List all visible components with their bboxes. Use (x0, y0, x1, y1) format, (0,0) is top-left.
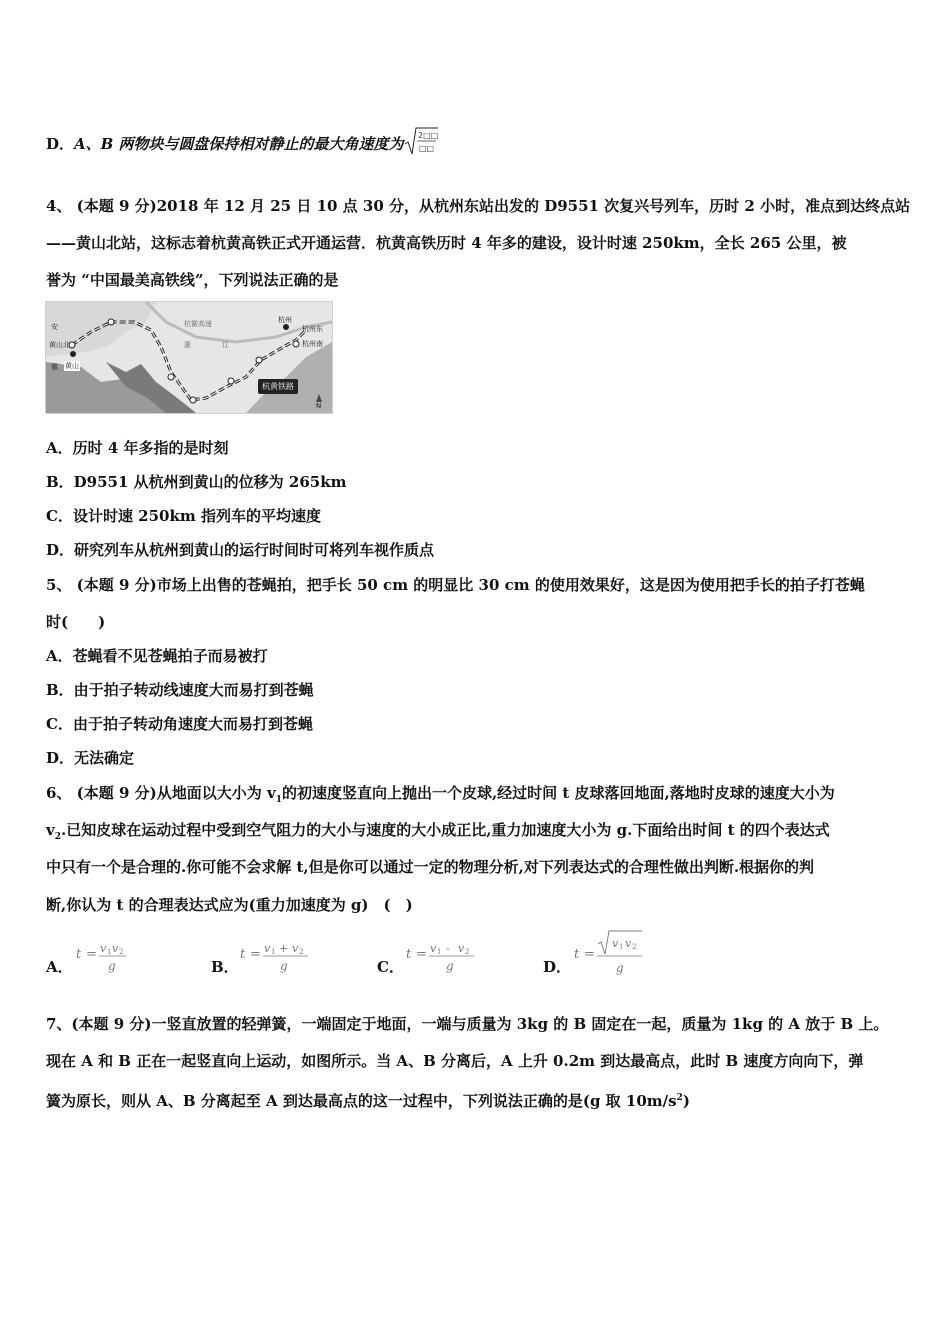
q4-option-a: A．历时 4 年多指的是时刻 (46, 439, 229, 457)
q6-line3: 中只有一个是合理的.你可能不会求解 t,但是你可以通过一定的物理分析,对下列表达式的合理性做出判断.根据你的判 (46, 858, 815, 876)
q6-formula-a-t: t (76, 947, 82, 962)
q6-formula-b-g: g (280, 959, 288, 973)
option-text: A、B 两物块与圆盘保持相对静止的最大角速度为 (74, 135, 404, 153)
map-label-huangshan: 黄山 (65, 362, 79, 370)
q6-formula-a (74, 938, 134, 982)
map-label-highway: 杭徽高速 (184, 320, 212, 328)
q6-formula-d-t: t (574, 947, 580, 962)
q6-formula-d-v1: v (612, 937, 619, 950)
q6-formula-b-v2: v (292, 942, 299, 955)
q6-formula-c-minus: - (446, 942, 450, 955)
q6-option-a-label: A． (46, 958, 73, 976)
q6-formula-d (572, 928, 652, 982)
sqrt-bottom: □□ (418, 144, 434, 153)
map-label-hangzhoudong: 杭州东 (302, 325, 323, 333)
q6-line1-b: 的初速度竖直向上抛出一个皮球,经过时间 t 皮球落回地面,落地时皮球的速度大小为 (281, 784, 835, 802)
q6-formula-c-v2: v (458, 942, 465, 955)
q5-option-a: A．苍蝇看不见苍蝇拍子而易被打 (46, 647, 268, 665)
q6-formula-b-eq: = (250, 947, 261, 962)
map-label-hangzhou: 杭州 (278, 316, 292, 324)
q7-line2: 现在 A 和 B 正在一起竖直向上运动，如图所示。当 A、B 分离后，A 上升 0.2m 到达最高点，此时 B 速度方向向下，弹 (46, 1052, 864, 1070)
q6-formula-c-g: g (446, 959, 454, 973)
q6-formula-b-s2: 2 (299, 948, 304, 956)
q6-formula-a-s2: 2 (119, 948, 124, 956)
q6-option-d-label: D． (543, 958, 572, 976)
q6-formula-d-v2: v (625, 937, 632, 950)
q5-line2: 时( ) (46, 613, 106, 631)
sqrt-top: 2□□ (417, 131, 438, 140)
q6-formula-c-s2: 2 (465, 948, 470, 956)
q6-formula-a-g: g (108, 959, 116, 973)
q4-line1: 4、 (本题 9 分)2018 年 12 月 25 日 10 点 30 分，从杭州东站出发的 D9551 次复兴号列车，历时 2 小时，准点到达终点站 (46, 197, 911, 215)
q6-options (46, 937, 906, 992)
q4-option-c: C．设计时速 250km 指列车的平均速度 (46, 507, 321, 525)
q6-formula-b-v1: v (264, 942, 271, 955)
map-label-an: 安 (51, 323, 58, 331)
q6-line1 (46, 783, 835, 810)
q6-formula-c-eq: = (416, 947, 427, 962)
map-label-zhe: 浙 (184, 341, 191, 349)
q6-formula-b-plus: + (279, 942, 289, 955)
q5-line1: 5、 (本题 9 分)市场上出售的苍蝇拍，把手长 50 cm 的明显比 30 cm 的使用效果好，这是因为使用把手长的拍子打苍蝇 (46, 576, 865, 594)
q6-formula-a-v2: v (112, 942, 119, 955)
q7-sup: 2 (676, 1093, 683, 1103)
q6-formula-b-s1: 1 (271, 948, 276, 956)
q6-formula-c-v1: v (430, 942, 437, 955)
q6-sub-2: 2 (54, 832, 61, 842)
q6-formula-b (238, 938, 318, 982)
q6-line4: 断,你认为 t 的合理表达式应为(重力加速度为 g) ( ) (46, 896, 413, 914)
map-label-hangzhounan: 杭州南 (302, 340, 323, 348)
q6-formula-d-s2: 2 (632, 943, 637, 951)
q6-sub-1: 1 (275, 795, 282, 805)
q6-formula-c-s1: 1 (437, 948, 442, 956)
q6-formula-d-eq: = (584, 947, 595, 962)
q6-line2 (46, 820, 830, 847)
q5-option-c: C．由于拍子转动角速度大而易打到苍蝇 (46, 715, 313, 733)
q4-line2: ——黄山北站，这标志着杭黄高铁正式开通运营．杭黄高铁历时 4 年多的建设，设计时速 250km，全长 265 公里，被 (46, 234, 847, 252)
q6-formula-d-g: g (616, 961, 624, 975)
q6-line2-b: .已知皮球在运动过程中受到空气阻力的大小与速度的大小成正比,重力加速度大小为 g.下面给出时间 t 的四个表达式 (60, 821, 830, 839)
q6-formula-a-eq: = (86, 947, 97, 962)
q6-formula-a-s1: 1 (107, 948, 112, 956)
q5-option-b: B．由于拍子转动线速度大而易打到苍蝇 (46, 681, 314, 699)
sqrt-fraction (404, 127, 438, 155)
q7-line3-a: 簧为原长，则从 A、B 分离起至 A 到达最高点的这一过程中，下列说法正确的是(g 取 10m/s (46, 1092, 677, 1110)
q6-formula-b-t: t (240, 947, 246, 962)
map-label-jiang: 江 (222, 341, 229, 349)
map-label-huangshanbei: 黄山北 (49, 341, 70, 349)
q6-formula-c-t: t (406, 947, 412, 962)
q6-line2-a: v (46, 821, 55, 839)
prev-option-d (46, 127, 438, 155)
q6-formula-d-s1: 1 (619, 943, 624, 951)
q6-formula-c (404, 938, 484, 982)
map-route-tag: 杭黄铁路 (258, 379, 298, 394)
q7-line3 (46, 1088, 690, 1111)
q4-option-d: D．研究列车从杭州到黄山的运行时间时可将列车视作质点 (46, 541, 435, 559)
q6-option-b-label: B． (211, 958, 239, 976)
q5-option-d: D．无法确定 (46, 749, 135, 767)
q4-option-b: B．D9551 从杭州到黄山的位移为 265km (46, 473, 347, 491)
map-north-label: N (316, 402, 322, 410)
q7-line3-b: ) (682, 1092, 690, 1110)
q4-line3: 誉为 “中国最美高铁线”，下列说法正确的是 (46, 271, 339, 289)
q7-line1: 7、(本题 9 分)一竖直放置的轻弹簧，一端固定于地面，一端与质量为 3kg 的 B 固定在一起，质量为 1kg 的 A 放于 B 上。 (46, 1015, 889, 1033)
q6-option-c-label: C． (377, 958, 404, 976)
railway-map (45, 301, 333, 414)
map-label-hui: 徽 (51, 363, 58, 371)
q6-formula-a-v1: v (100, 942, 107, 955)
q6-line1-a: 6、 (本题 9 分)从地面以大小为 v (46, 784, 276, 802)
option-label: D． (46, 135, 75, 153)
